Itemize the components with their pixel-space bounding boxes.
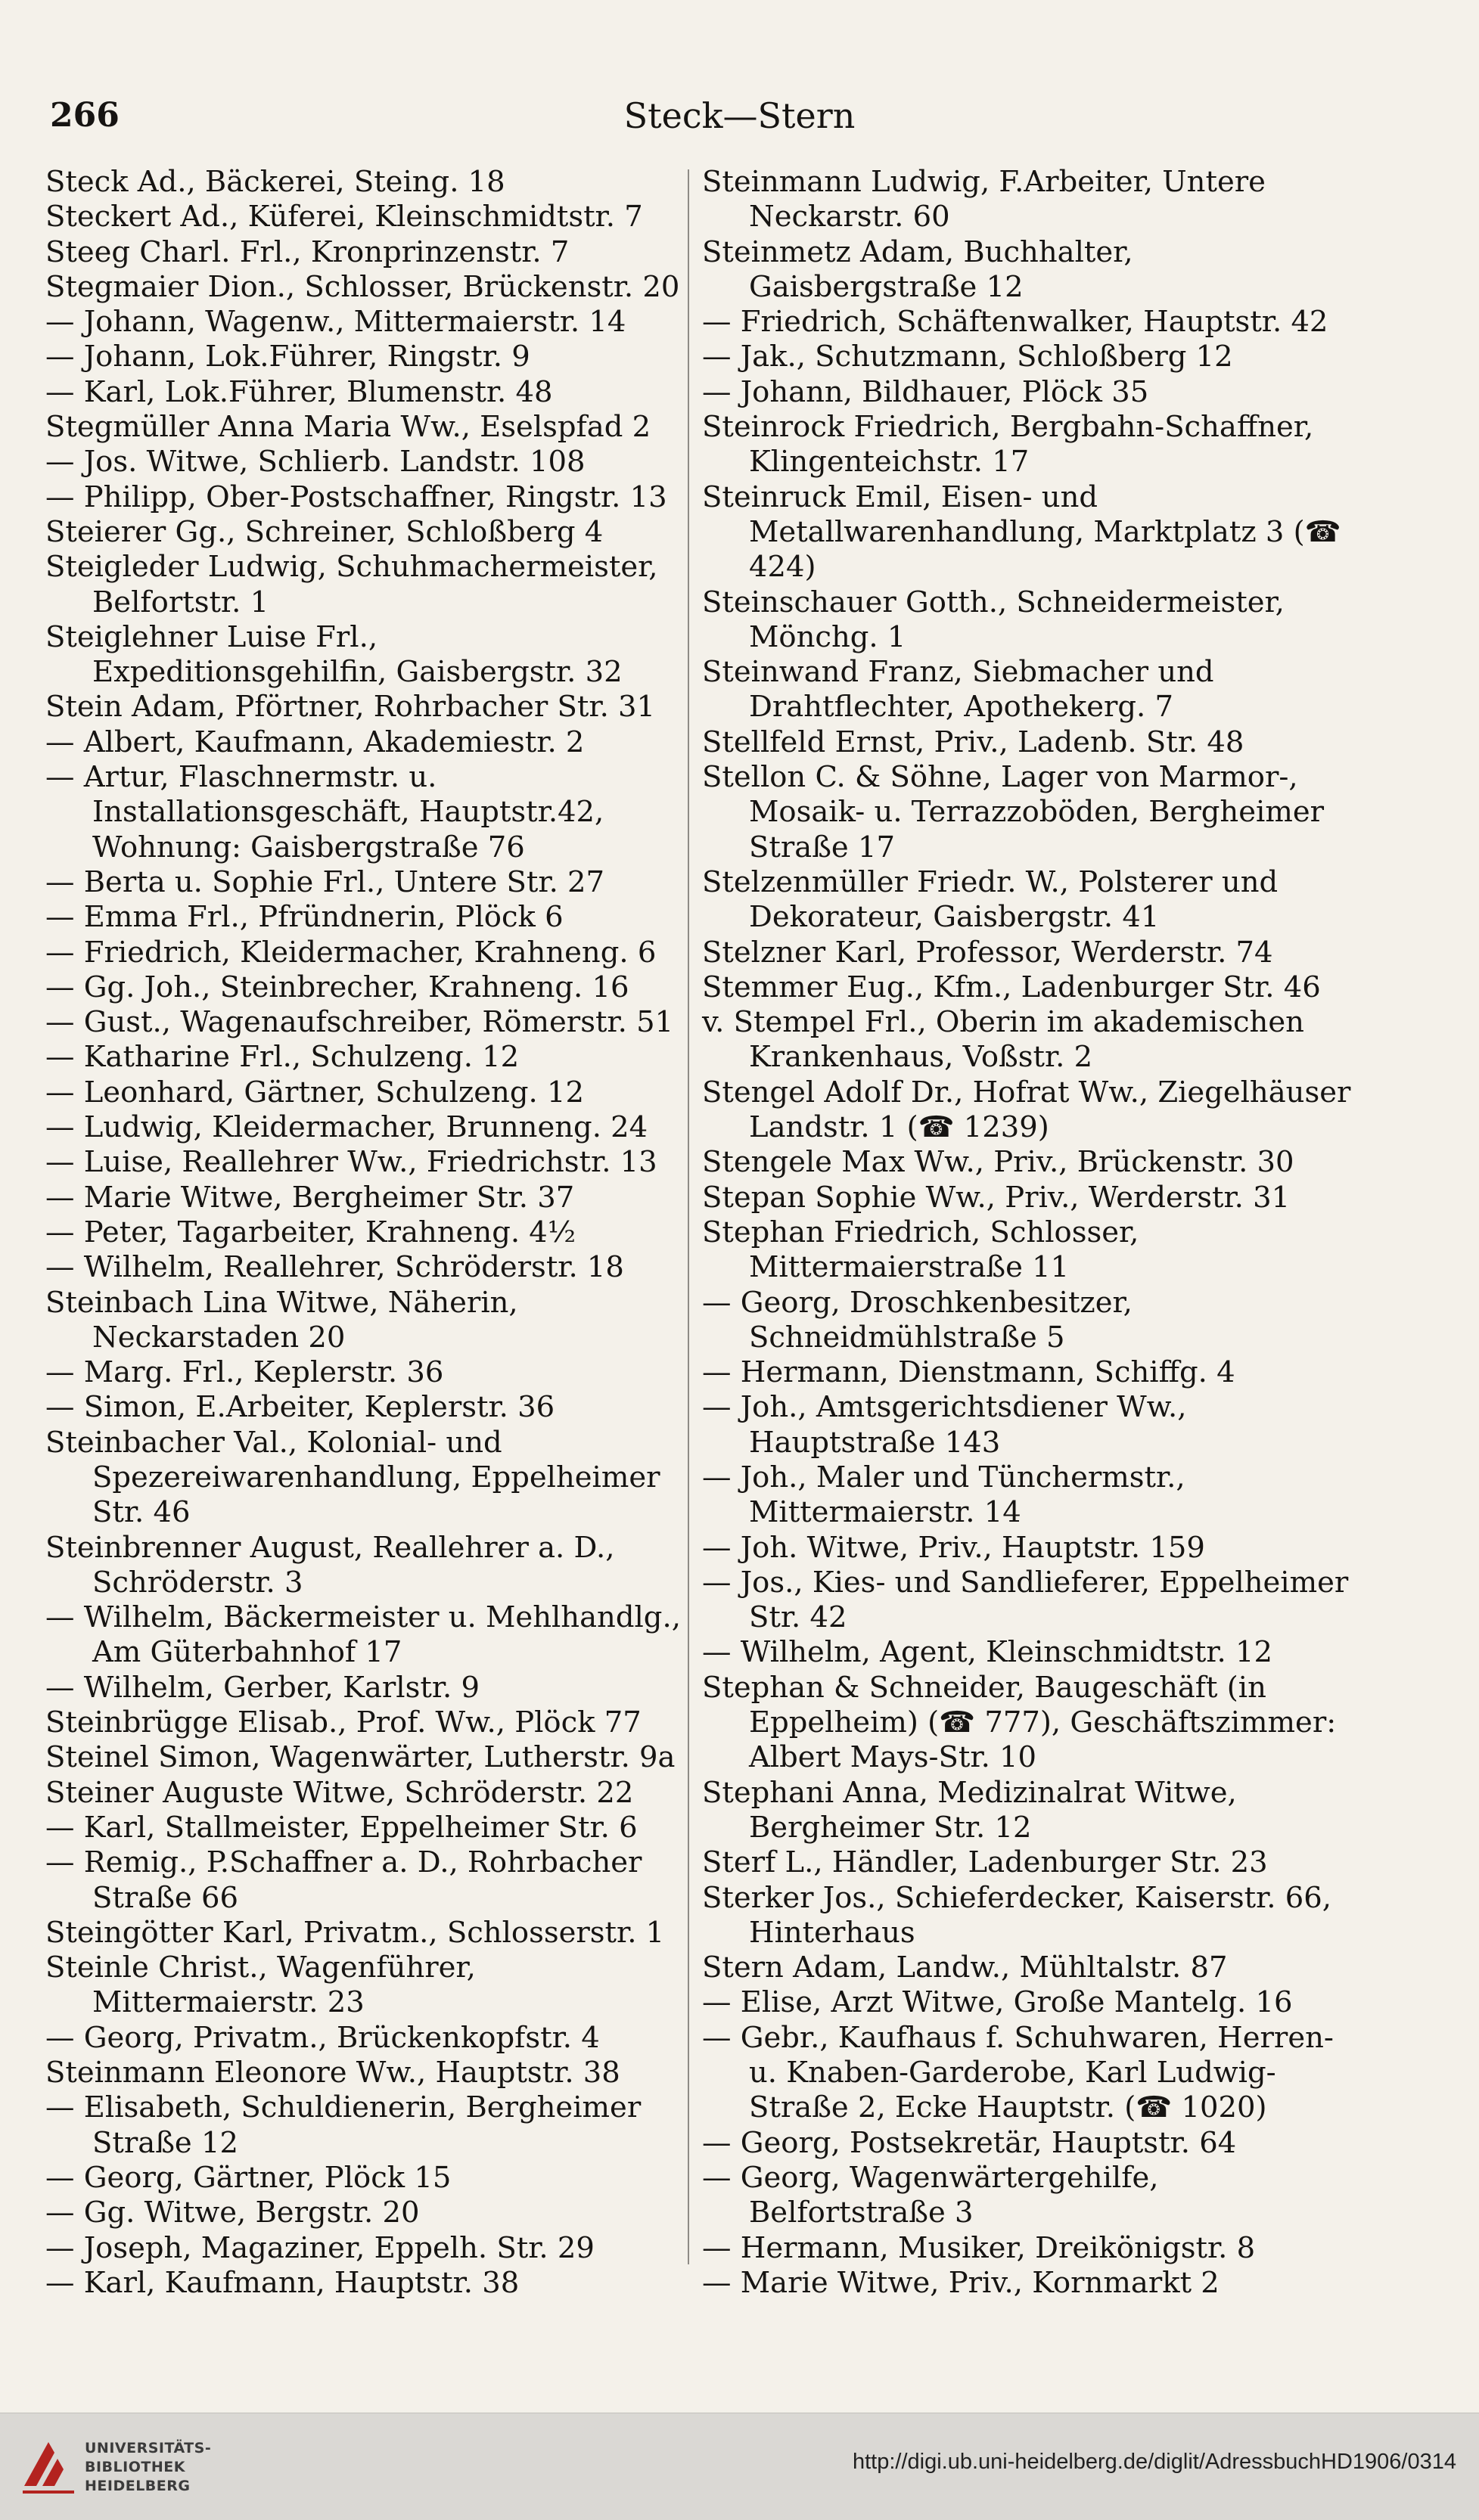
directory-entry: Stegmüller Anna Maria Ww., Eselspfad 2 [45, 410, 651, 445]
directory-entry: Steinbrügge Elisab., Prof. Ww., Plöck 77 [45, 1705, 642, 1740]
directory-entry: Steinwand Franz, Siebmacher und Drahtflechter, Apothekerg. 7 [702, 655, 1214, 725]
directory-entry: — Johann, Wagenw., Mittermaierstr. 14 [45, 305, 626, 340]
directory-entry: — Friedrich, Schäftenwalker, Hauptstr. 42 [702, 305, 1328, 340]
directory-entry: Steinmann Eleonore Ww., Hauptstr. 38 [45, 2056, 620, 2090]
directory-entry: — Jos., Kies- und Sandlieferer, Eppelheimer Str. 42 [702, 1565, 1349, 1635]
directory-entry: Steinbrenner August, Reallehrer a. D., Schröderstr. 3 [45, 1530, 615, 1600]
directory-entry: Steinbach Lina Witwe, Näherin, Neckarstaden 20 [45, 1285, 518, 1355]
directory-entry: — Joseph, Magaziner, Eppelh. Str. 29 [45, 2230, 595, 2265]
directory-entry: Steierer Gg., Schreiner, Schloßberg 4 [45, 514, 604, 549]
directory-entry: Stephan & Schneider, Baugeschäft (in Eppelheim) (☎ 777), Geschäftszimmer: Albert Mays-Str. 10 [702, 1670, 1337, 1775]
directory-entry: — Peter, Tagarbeiter, Krahneng. 4½ [45, 1215, 576, 1249]
directory-entry: Stephan Friedrich, Schlosser, Mittermaierstraße 11 [702, 1215, 1139, 1285]
viewer-footer [0, 2413, 1479, 2520]
directory-entry: — Jos. Witwe, Schlierb. Landstr. 108 [45, 445, 586, 479]
directory-entry: — Berta u. Sophie Frl., Untere Str. 27 [45, 864, 605, 899]
directory-entry: — Karl, Lok.Führer, Blumenstr. 48 [45, 374, 553, 409]
directory-entry: — Remig., P.Schaffner a. D., Rohrbacher Straße 66 [45, 1845, 642, 1915]
directory-entry: — Karl, Stallmeister, Eppelheimer Str. 6 [45, 1810, 638, 1845]
directory-entry: — Marg. Frl., Keplerstr. 36 [45, 1355, 444, 1390]
directory-entry: — Gebr., Kaufhaus f. Schuhwaren, Herren- u. Knaben-Garderobe, Karl Ludwig-Straße 2, Ecke Hauptstr. (☎ 1020) [702, 2020, 1334, 2125]
directory-entry: Stengel Adolf Dr., Hofrat Ww., Ziegelhäuser Landstr. 1 (☎ 1239) [702, 1075, 1351, 1145]
directory-entry: — Wilhelm, Gerber, Karlstr. 9 [45, 1670, 480, 1705]
directory-entry: Steckert Ad., Küferei, Kleinschmidtstr. 7 [45, 200, 643, 234]
directory-entry: Steigleder Ludwig, Schuhmachermeister, Belfortstr. 1 [45, 550, 658, 619]
directory-entry: — Hermann, Dienstmann, Schiffg. 4 [702, 1355, 1235, 1390]
directory-entry: Steinel Simon, Wagenwärter, Lutherstr. 9a [45, 1740, 676, 1775]
directory-entry: Steinrock Friedrich, Bergbahn-Schaffner, Klingenteichstr. 17 [702, 410, 1314, 479]
directory-entry: — Marie Witwe, Priv., Kornmarkt 2 [702, 2265, 1220, 2300]
directory-entry: Stelzenmüller Friedr. W., Polsterer und Dekorateur, Gaisbergstr. 41 [702, 864, 1279, 935]
right-column [702, 165, 1354, 2300]
directory-entry: — Georg, Droschkenbesitzer, Schneidmühlstraße 5 [702, 1285, 1133, 1355]
directory-entry: Stephani Anna, Medizinalrat Witwe, Bergheimer Str. 12 [702, 1775, 1237, 1845]
directory-entry: — Joh., Amtsgerichtsdiener Ww., Hauptstraße 143 [702, 1390, 1187, 1460]
directory-entry: — Albert, Kaufmann, Akademiestr. 2 [45, 725, 585, 759]
directory-entry: — Friedrich, Kleidermacher, Krahneng. 6 [45, 935, 657, 970]
directory-entry: — Johann, Lok.Führer, Ringstr. 9 [45, 340, 530, 374]
directory-entry: — Emma Frl., Pfründnerin, Plöck 6 [45, 900, 564, 935]
directory-entry: Steiglehner Luise Frl., Expeditionsgehilfin, Gaisbergstr. 32 [45, 619, 623, 690]
directory-entry: Stengele Max Ww., Priv., Brückenstr. 30 [702, 1145, 1294, 1180]
directory-entry: Steinbacher Val., Kolonial- und Spezereiwarenhandlung, Eppelheimer Str. 46 [45, 1425, 660, 1530]
directory-entry: Stegmaier Dion., Schlosser, Brückenstr. 20 [45, 269, 680, 304]
directory-entry: Steinschauer Gotth., Schneidermeister, Mönchg. 1 [702, 585, 1285, 654]
directory-entry: — Philipp, Ober-Postschaffner, Ringstr. 13 [45, 479, 667, 514]
directory-entry: — Johann, Bildhauer, Plöck 35 [702, 374, 1149, 409]
directory-entry: Stepan Sophie Ww., Priv., Werderstr. 31 [702, 1180, 1291, 1215]
directory-entry: Steeg Charl. Frl., Kronprinzenstr. 7 [45, 234, 570, 269]
directory-entry: Steinmann Ludwig, F.Arbeiter, Untere Neckarstr. 60 [702, 165, 1266, 234]
directory-entry: Stelzner Karl, Professor, Werderstr. 74 [702, 935, 1273, 970]
directory-entry: — Hermann, Musiker, Dreikönigstr. 8 [702, 2230, 1256, 2265]
directory-entry: Steingötter Karl, Privatm., Schlosserstr. 1 [45, 1915, 665, 1950]
directory-entry: — Gust., Wagenaufschreiber, Römerstr. 51 [45, 1005, 674, 1040]
source-url-link[interactable]: http://digi.ub.uni-heidelberg.de/diglit/AdressbuchHD1906/0314 [852, 2450, 1456, 2474]
directory-entry: Steck Ad., Bäckerei, Steing. 18 [45, 165, 505, 199]
directory-entry: Sterker Jos., Schieferdecker, Kaiserstr. 66, Hinterhaus [702, 1880, 1331, 1950]
directory-entry: — Elise, Arzt Witwe, Große Mantelg. 16 [702, 1985, 1293, 2020]
directory-entry: — Jak., Schutzmann, Schloßberg 12 [702, 340, 1233, 374]
running-head: Steck—Stern [623, 95, 856, 136]
column-divider [688, 169, 689, 2264]
university-library-logo-icon [17, 2433, 80, 2500]
directory-entry: Steinmetz Adam, Buchhalter, Gaisbergstraße 12 [702, 234, 1133, 304]
page-header [0, 89, 1479, 142]
directory-entry: — Katharine Frl., Schulzeng. 12 [45, 1040, 520, 1075]
directory-entry: Steinle Christ., Wagenführer, Mittermaierstr. 23 [45, 1951, 476, 2020]
library-name: UNIVERSITÄTS- BIBLIOTHEK HEIDELBERG [85, 2440, 212, 2494]
directory-entry: — Georg, Privatm., Brückenkopfstr. 4 [45, 2020, 600, 2055]
directory-entry: — Wilhelm, Agent, Kleinschmidtstr. 12 [702, 1635, 1273, 1670]
directory-entry: — Leonhard, Gärtner, Schulzeng. 12 [45, 1075, 584, 1109]
directory-entry: — Georg, Postsekretär, Hauptstr. 64 [702, 2125, 1237, 2160]
directory-entry: — Wilhelm, Bäckermeister u. Mehlhandlg., Am Güterbahnhof 17 [45, 1600, 681, 1670]
directory-entry: — Marie Witwe, Bergheimer Str. 37 [45, 1180, 575, 1215]
directory-entry: — Karl, Kaufmann, Hauptstr. 38 [45, 2265, 520, 2300]
directory-entry: — Simon, E.Arbeiter, Keplerstr. 36 [45, 1390, 555, 1425]
left-column [45, 165, 681, 2300]
directory-entry: Stein Adam, Pförtner, Rohrbacher Str. 31 [45, 690, 656, 725]
directory-entry: Stern Adam, Landw., Mühltalstr. 87 [702, 1951, 1228, 1985]
directory-entry: Steiner Auguste Witwe, Schröderstr. 22 [45, 1775, 634, 1810]
directory-entry: Stemmer Eug., Kfm., Ladenburger Str. 46 [702, 970, 1321, 1004]
directory-entry: — Joh., Maler und Tünchermstr., Mittermaierstr. 14 [702, 1460, 1185, 1530]
directory-entry: — Joh. Witwe, Priv., Hauptstr. 159 [702, 1530, 1205, 1565]
directory-entry: — Gg. Joh., Steinbrecher, Krahneng. 16 [45, 970, 629, 1004]
page-number: 266 [50, 96, 120, 135]
directory-entry: v. Stempel Frl., Oberin im akademischen Krankenhaus, Voßstr. 2 [702, 1005, 1304, 1075]
directory-entry: — Georg, Wagenwärtergehilfe, Belfortstraße 3 [702, 2160, 1159, 2230]
directory-entry: — Ludwig, Kleidermacher, Brunneng. 24 [45, 1110, 648, 1145]
directory-entry: Sterf L., Händler, Ladenburger Str. 23 [702, 1845, 1268, 1880]
directory-entry: — Georg, Gärtner, Plöck 15 [45, 2160, 452, 2195]
directory-entry: — Luise, Reallehrer Ww., Friedrichstr. 13 [45, 1145, 657, 1180]
directory-entry: — Gg. Witwe, Bergstr. 20 [45, 2196, 420, 2230]
directory-entry: — Artur, Flaschnermstr. u. Installationsgeschäft, Hauptstr.42, Wohnung: Gaisbergstraße 76 [45, 760, 604, 864]
directory-entry: — Elisabeth, Schuldienerin, Bergheimer Straße 12 [45, 2090, 642, 2160]
directory-entry: Steinruck Emil, Eisen- und Metallwarenhandlung, Marktplatz 3 (☎ 424) [702, 479, 1341, 585]
directory-entry: Stellon C. & Söhne, Lager von Marmor-, Mosaik- u. Terrazzoböden, Bergheimer Straße 17 [702, 760, 1325, 864]
directory-entry: — Wilhelm, Reallehrer, Schröderstr. 18 [45, 1250, 624, 1285]
directory-entry: Stellfeld Ernst, Priv., Ladenb. Str. 48 [702, 725, 1244, 759]
